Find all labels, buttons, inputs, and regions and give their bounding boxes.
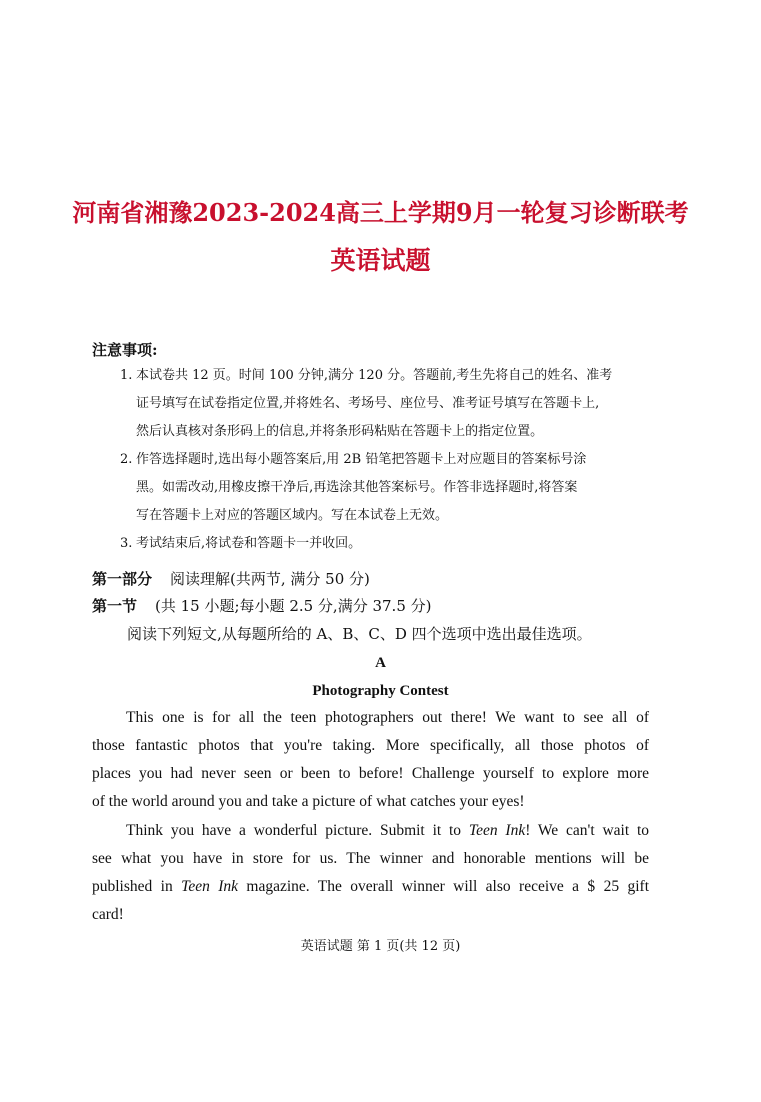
notice-item-2-line-3: 写在答题卡上对应的答题区域内。写在本试卷上无效。 (136, 508, 449, 523)
notice-item-1-number: 1. (120, 368, 133, 383)
notice-heading: 注意事项: (92, 341, 158, 359)
paragraph-2-line-2: see what you have in store for us. The winner and honorable mentions will be (92, 850, 649, 867)
paragraph-1-line-4: of the world around you and take a picture of what catches your eyes! (92, 793, 525, 810)
notice-item-1-line-3: 然后认真核对条形码上的信息,并将条形码粘贴在答题卡上的指定位置。 (136, 424, 544, 439)
section-label: 第一节 (92, 597, 138, 615)
notice-item-2-line-1: 作答选择题时,选出每小题答案后,用 2B 铅笔把答题卡上对应题目的答案标号涂 (136, 452, 587, 467)
notice-item-1-line-1: 本试卷共 12 页。时间 100 分钟,满分 120 分。答题前,考生先将自己的姓名、准考 (136, 368, 613, 383)
reading-instruction: 阅读下列短文,从每题所给的 A、B、C、D 四个选项中选出最佳选项。 (127, 625, 592, 643)
notice-item-1-line-2: 证号填写在试卷指定位置,并将姓名、考场号、座位号、准考证号填写在答题卡上, (136, 396, 600, 411)
paragraph-1-line-2: those fantastic photos that you're taking. More specifically, all those photos of (92, 737, 649, 754)
notice-item-2-number: 2. (120, 452, 133, 467)
part-description: 阅读理解(共两节, 满分 50 分) (170, 570, 370, 588)
notice-item-2-line-2: 黑。如需改动,用橡皮擦干净后,再选涂其他答案标号。作答非选择题时,将答案 (136, 480, 578, 495)
paragraph-2-line-3-text-end: magazine. The overall winner will also receive a $ 25 gift (238, 878, 649, 895)
paragraph-2-line-1-text-end: ! We can't wait to (525, 822, 650, 839)
magazine-name: Teen Ink (468, 822, 526, 839)
exam-title: 河南省湘豫2023-2024高三上学期9月一轮复习诊断联考 (72, 198, 689, 227)
exam-subject-title: 英语试题 (330, 246, 431, 275)
paragraph-1-line-3: places you had never seen or been to before! Challenge yourself to explore more (92, 765, 649, 782)
section-description: (共 15 小题;每小题 2.5 分,满分 37.5 分) (155, 597, 432, 615)
notice-item-3-number: 3. (120, 536, 133, 551)
magazine-name: Teen Ink (181, 878, 239, 895)
paragraph-2-line-4: card! (92, 906, 124, 923)
passage-letter: A (375, 655, 386, 671)
paragraph-2-line-3 (92, 877, 649, 897)
notice-item-3-line-1: 考试结束后,将试卷和答题卡一并收回。 (136, 536, 362, 551)
section-heading (92, 596, 432, 616)
page-footer: 英语试题 第 1 页(共 12 页) (300, 939, 461, 954)
part-label: 第一部分 (92, 570, 153, 588)
paragraph-2-line-1 (126, 821, 649, 841)
paragraph-1-line-1: This one is for all the teen photographers out there! We want to see all of (126, 709, 649, 726)
paragraph-2-line-1-text: Think you have a wonderful picture. Submit it to (126, 822, 469, 839)
passage-title: Photography Contest (312, 683, 449, 699)
paragraph-2-line-3-text: published in (92, 878, 182, 895)
part-heading (92, 569, 370, 589)
